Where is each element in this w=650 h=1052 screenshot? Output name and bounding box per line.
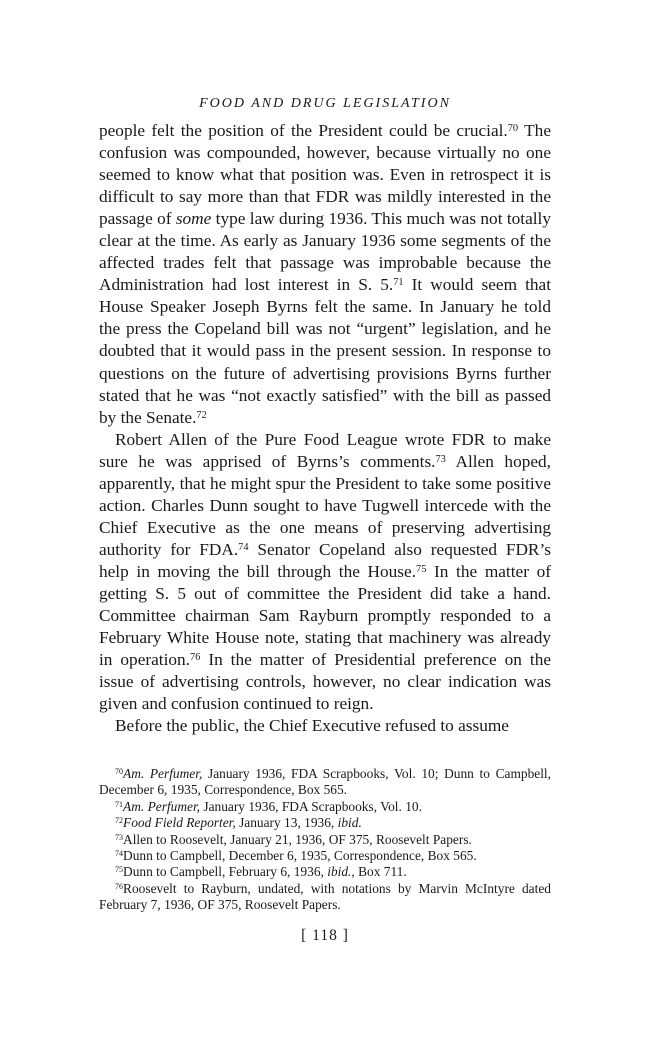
paragraph-1	[99, 120, 551, 429]
text: Roosevelt to Rayburn, undated, with notations by Marvin McIntyre dated February 7, 1936, OF 375, Roosevelt Papers.	[99, 880, 551, 913]
footnote-ref-73: 73	[435, 453, 446, 465]
footnote-72	[99, 815, 551, 831]
footnote-number: 75	[115, 865, 124, 875]
text: It would seem that House Speaker Joseph Byrns felt the same. In January he told the press the Copeland bill was not “urgent” legislation, and he doubted that it would pass in the present session. In response to questions on the future of advertising provisions Byrns further stated that he was “not exactly satisfied” with the bill as passed by the Senate.	[99, 275, 552, 427]
text: Allen hoped, apparently, that he might spur the President to take some positive action. Charles Dunn sought to have Tugwell intercede with the Chief Executive as the one means of preserving advertising authority for FDA.	[99, 451, 551, 559]
text: In the matter of getting S. 5 out of committee the President did take a hand. Committee chairman Sam Rayburn promptly responded to a February White House note, stating that machinery was already in operation.	[99, 561, 551, 670]
footnote-75	[99, 864, 551, 880]
page-number: [ 118 ]	[301, 927, 349, 944]
footnote-ref-75: 75	[416, 563, 427, 575]
text: January 1936, FDA Scrapbooks, Vol. 10.	[200, 798, 422, 814]
footnote-number: 72	[115, 816, 124, 826]
footnote-76	[99, 881, 551, 914]
text: Allen to Roosevelt, January 21, 1936, OF 375, Roosevelt Papers.	[123, 831, 472, 847]
text: Senator Copeland also requested FDR’s help in moving the bill through the House.	[99, 539, 551, 581]
emphasis: Food Field Reporter,	[123, 815, 236, 831]
running-head: FOOD AND DRUG LEGISLATION	[199, 96, 451, 111]
footnote-number: 74	[115, 849, 124, 859]
footnotes	[99, 766, 551, 914]
text: January 13, 1936,	[235, 815, 338, 831]
body-text	[99, 120, 551, 737]
footnote-number: 70	[115, 766, 124, 776]
footnote-ref-74: 74	[238, 541, 249, 553]
emphasis: ibid.,	[327, 864, 355, 880]
emphasis: ibid.	[337, 815, 362, 831]
emphasis: some	[175, 209, 212, 229]
paragraph-3: Before the public, the Chief Executive refused to assume	[115, 716, 509, 736]
text: Dunn to Campbell, February 6, 1936,	[123, 864, 328, 880]
text: people felt the position of the President could be crucial.	[99, 121, 508, 140]
footnote-73	[99, 832, 551, 848]
footnote-70	[99, 766, 551, 799]
footnote-ref-70: 70	[507, 122, 519, 134]
emphasis: Am. Perfumer,	[123, 798, 201, 814]
footnote-number: 71	[115, 799, 124, 809]
footnote-71	[99, 799, 551, 815]
footnote-ref-72: 72	[196, 409, 207, 421]
paragraph-2	[99, 429, 551, 716]
text: January 1936, FDA Scrapbooks, Vol. 10; Dunn to Campbell, December 6, 1935, Correspondence, Box 565.	[99, 766, 551, 798]
text: In the matter of Presidential preference on the issue of advertising controls, however, no clear indication was given and confusion continued to reign.	[99, 650, 552, 714]
text: type law during 1936. This much was not totally clear at the time. As early as January 1936 some segments of the affected trades felt that passage was improbable because the Administration had lost interest in S. 5.	[99, 209, 551, 295]
footnote-ref-76: 76	[190, 651, 201, 663]
footnote-74	[99, 848, 551, 864]
text: Box 711.	[354, 864, 407, 880]
footnote-number: 73	[115, 832, 124, 842]
footnote-number: 76	[115, 881, 124, 891]
text: Dunn to Campbell, December 6, 1935, Correspondence, Box 565.	[123, 848, 477, 864]
footnote-ref-71: 71	[393, 277, 404, 289]
emphasis: Am. Perfumer,	[123, 766, 203, 781]
text: The confusion was compounded, however, because virtually no one seemed to know what that position was. Even in retrospect it is difficult to say more than that FDR was mildly interested in the passage of	[99, 121, 551, 229]
text: Robert Allen of the Pure Food League wrote FDR to make sure he was apprised of Byrns’s comments.	[99, 429, 551, 471]
